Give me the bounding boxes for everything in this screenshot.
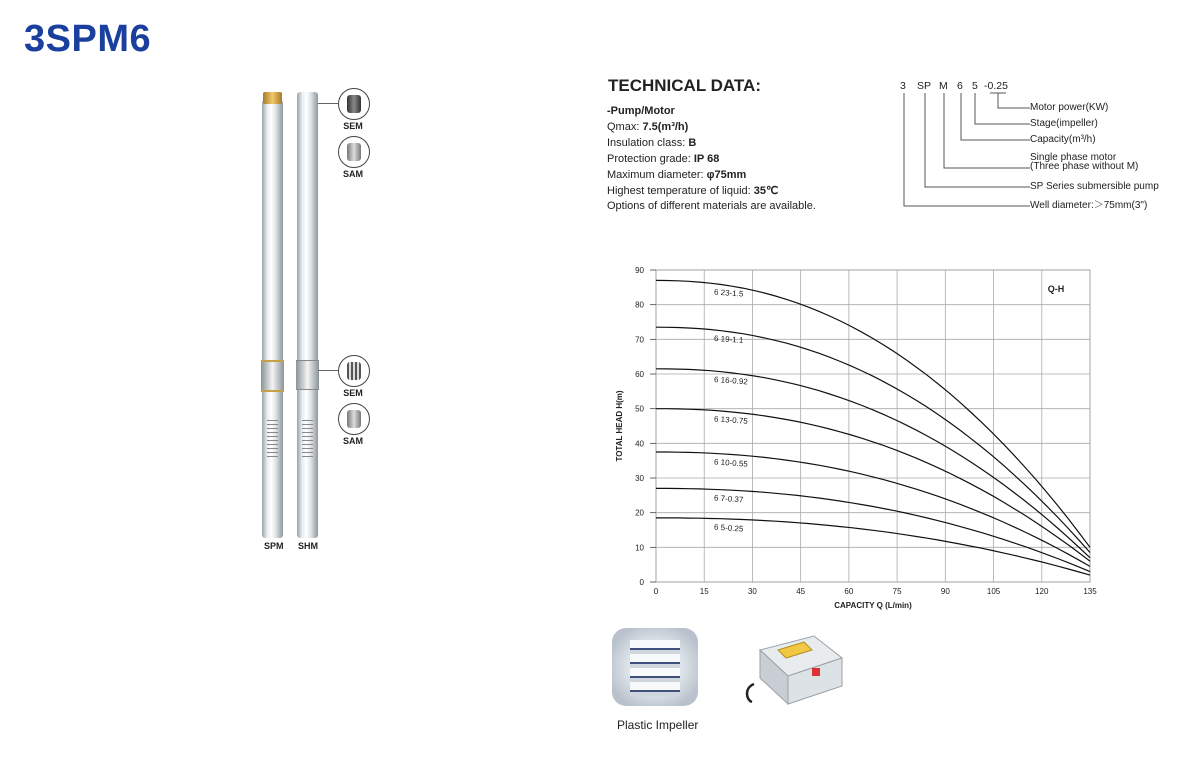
spec-qmax: Qmax: 7.5(m³/h) (607, 121, 689, 133)
series-label: 6 10-0.55 (713, 457, 749, 469)
x-tick-label: 75 (892, 587, 902, 596)
spec-temperature: Highest temperature of liquid: 35℃ (607, 185, 779, 197)
x-tick-label: 105 (986, 587, 1001, 596)
badge-label: SEM (343, 388, 363, 398)
impeller-stack (630, 640, 680, 696)
page-title: 3SPM6 (24, 18, 152, 60)
model-code-lines (895, 90, 1035, 212)
chart-legend-label: Q-H (1047, 284, 1065, 294)
plastic-impeller-image (612, 628, 698, 706)
shm-pump-image (297, 92, 318, 538)
badge-label: SAM (343, 169, 363, 179)
control-box-image (742, 628, 852, 710)
y-tick-label: 50 (635, 404, 644, 414)
code-part: M (939, 80, 948, 92)
shm-label: SHM (298, 541, 318, 551)
badge-connector (318, 103, 338, 104)
desc-series: SP Series submersible pump (1030, 181, 1159, 192)
x-tick-label: 120 (1035, 587, 1049, 596)
badge-label: SAM (343, 436, 363, 446)
indicator-light-icon (812, 668, 820, 676)
code-part: 6 (957, 80, 963, 92)
y-tick-label: 90 (635, 266, 644, 275)
code-part: 3 (900, 80, 906, 92)
y-tick-label: 10 (635, 543, 644, 553)
x-tick-label: 30 (747, 587, 757, 596)
y-axis-label: TOTAL HEAD H(m) (615, 390, 624, 462)
sem-detail-icon (338, 88, 370, 120)
sam-detail-icon (338, 136, 370, 168)
code-part: -0.25 (984, 80, 1008, 92)
spec-diameter: Maximum diameter: φ75mm (607, 169, 747, 181)
y-tick-label: 70 (635, 335, 644, 345)
sem-detail-icon (338, 355, 370, 387)
technical-data-title: TECHNICAL DATA: (608, 76, 761, 95)
x-tick-label: 0 (653, 587, 659, 596)
y-tick-label: 0 (639, 578, 644, 587)
sam-detail-icon (338, 403, 370, 435)
x-tick-label: 135 (1083, 587, 1097, 596)
plot-area (656, 270, 1090, 582)
x-tick-label: 60 (844, 587, 854, 596)
desc-stage: Stage(impeller) (1030, 118, 1098, 129)
desc-motor-power: Motor power(KW) (1030, 102, 1109, 113)
y-tick-label: 60 (635, 370, 644, 379)
series-line (656, 280, 1090, 547)
y-tick-label: 30 (635, 474, 644, 483)
impeller-label: Plastic Impeller (617, 718, 699, 732)
code-part: 5 (972, 80, 978, 92)
spm-pump-label-plate (267, 420, 278, 460)
x-tick-label: 15 (699, 587, 709, 596)
series-label: 6 13-0.75 (713, 414, 749, 426)
badge-label: SEM (343, 121, 363, 131)
code-part: SP (917, 80, 932, 92)
y-tick-label: 20 (635, 508, 644, 518)
spm-pump-cap (263, 92, 282, 104)
x-tick-label: 45 (796, 587, 806, 596)
x-axis-label: CAPACITY Q (L/min) (834, 601, 912, 610)
shm-pump-label-plate (302, 420, 313, 460)
series-label: 6 7-0.37 (713, 493, 744, 505)
spm-pump-image (262, 100, 283, 538)
badge-connector (318, 370, 338, 371)
spm-label: SPM (264, 541, 284, 551)
series-line (656, 452, 1090, 566)
spec-options: Options of different materials are available. (607, 200, 816, 212)
shm-pump-joint (296, 360, 319, 390)
desc-single-phase: Single phase motor (1030, 152, 1117, 163)
series-label: 6 19-1.1 (713, 333, 744, 345)
qh-chart (600, 258, 1100, 613)
spec-section: -Pump/Motor (607, 105, 675, 117)
series-label: 6 16-0.92 (713, 375, 749, 387)
x-tick-label: 90 (940, 587, 950, 596)
y-tick-label: 40 (635, 439, 644, 449)
spec-insulation: Insulation class: B (607, 137, 697, 149)
desc-capacity: Capacity(m³/h) (1030, 134, 1096, 145)
desc-well-diameter: Well diameter:＞75mm(3") (1030, 200, 1148, 211)
series-label: 6 5-0.25 (713, 522, 744, 534)
y-tick-label: 80 (635, 300, 644, 310)
series-label: 6 23-1.5 (713, 287, 744, 299)
spm-pump-joint (261, 360, 284, 392)
spec-protection: Protection grade: IP 68 (607, 153, 720, 165)
desc-three-phase: (Three phase without M) (1030, 161, 1139, 172)
